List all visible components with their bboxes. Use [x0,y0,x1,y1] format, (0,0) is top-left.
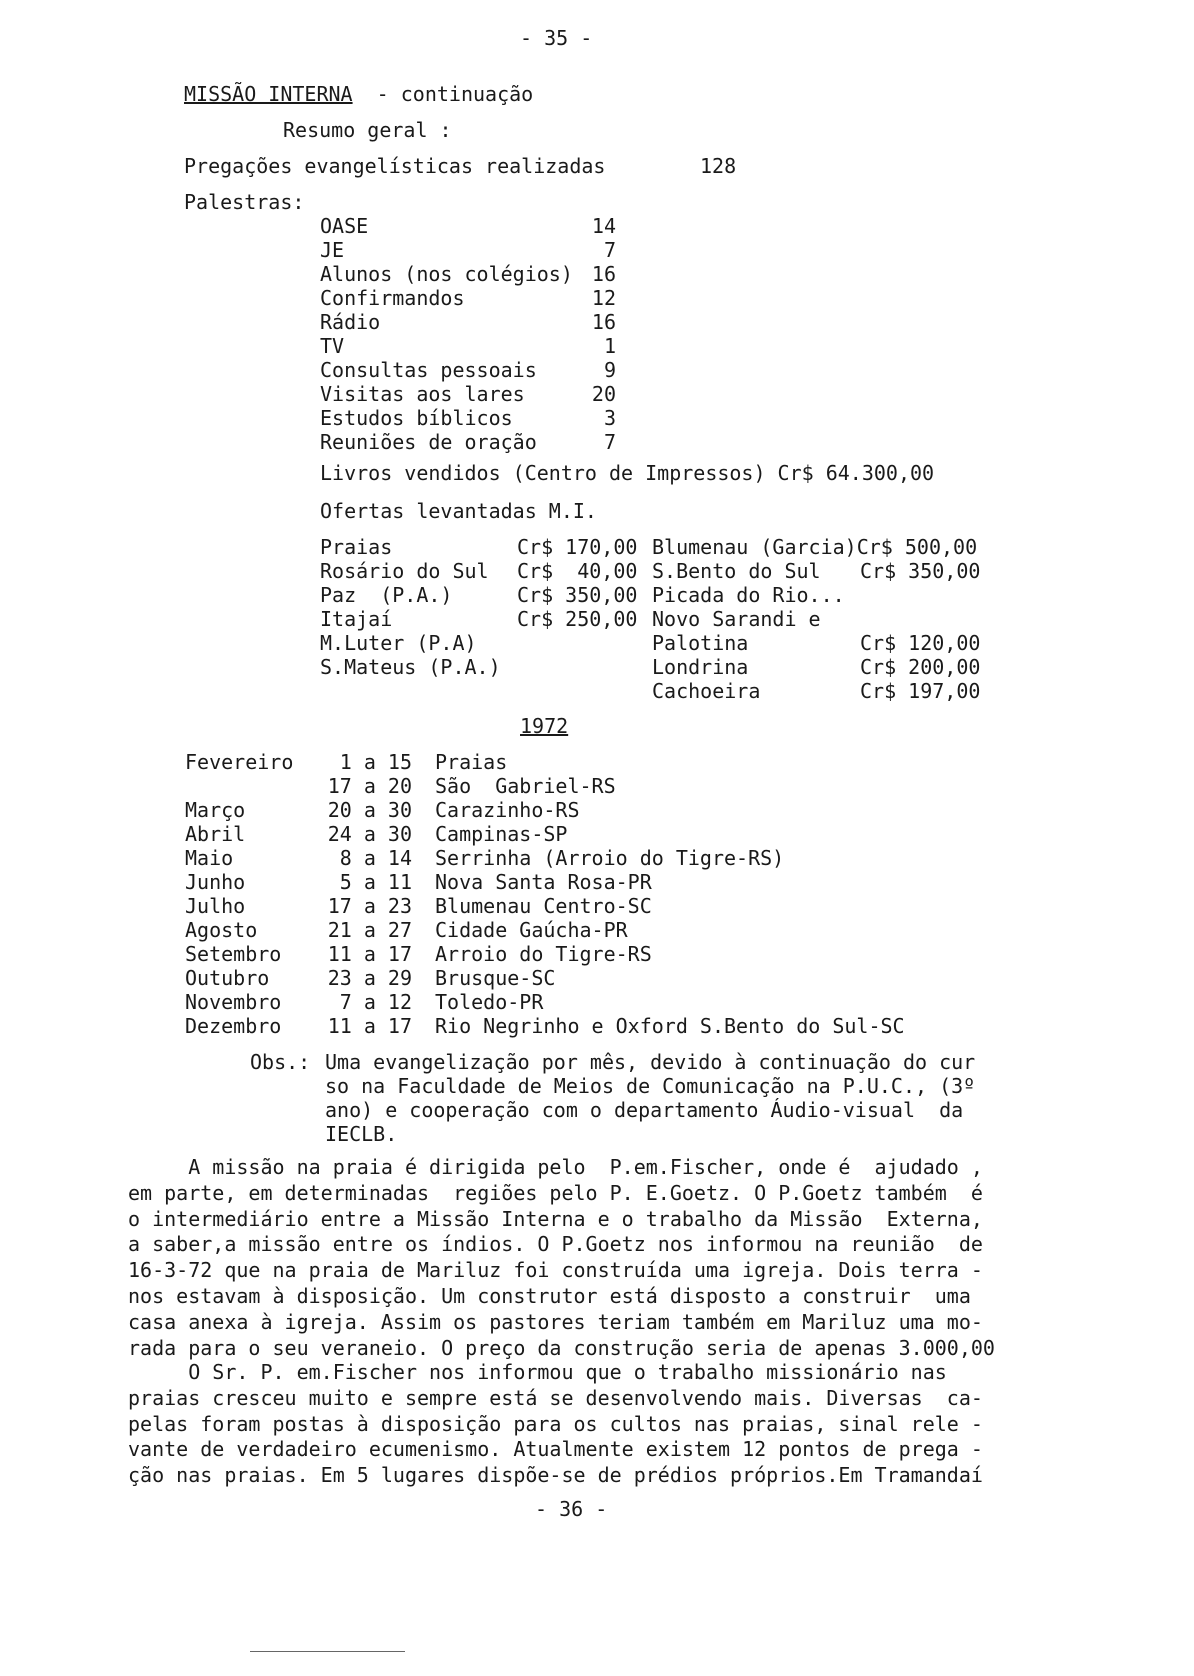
text-line: em parte, em determinadas regiões pelo P. E.Goetz. O P.Goetz também é [128,1180,983,1205]
schedule-month: Abril [185,822,246,846]
schedule-place: Serrinha (Arroio do Tigre-RS) [435,846,785,870]
schedule-dates: 23 a 29 [327,966,412,990]
oferta-value: Cr$ 200,00 [860,655,981,679]
oferta-name: Itajaí [320,607,393,631]
schedule-dates: 21 a 27 [327,918,412,942]
palestra-label: Alunos (nos colégios) [320,262,573,286]
text-line: A missão na praia é dirigida pelo P.em.Fischer, onde é ajudado , [128,1155,983,1179]
schedule-place: Nova Santa Rosa-PR [435,870,652,894]
palestra-value: 14 [591,214,616,238]
oferta-name: M.Luter (P.A) [320,631,477,655]
text-line: O Sr. P. em.Fischer nos informou que o trabalho missionário nas [128,1360,947,1384]
schedule-dates: 1 a 15 [339,750,412,774]
oferta-value: Cr$ 120,00 [860,631,981,655]
text-line: nos estavam à disposição. Um construtor está disposto a construir uma [128,1283,971,1308]
oferta-name: S.Mateus (P.A.) [320,655,501,679]
text-line: rada para o seu veraneio. O preço da construção seria de apenas 3.000,00 [128,1335,995,1360]
heading-suffix: - continuação [376,82,534,106]
year-heading: 1972 [520,714,569,738]
palestra-value: 20 [591,382,616,406]
palestra-value: 1 [603,334,616,358]
schedule-dates: 11 a 17 [327,942,412,966]
palestra-label: OASE [320,214,369,238]
palestra-value: 7 [603,430,616,454]
obs-line: so na Faculdade de Meios de Comunicação na P.U.C., (3º [325,1074,976,1098]
schedule-month: Julho [185,894,246,918]
palestra-label: Estudos bíblicos [320,406,513,430]
schedule-month: Junho [185,870,246,894]
schedule-month: Maio [185,846,234,870]
schedule-month: Outubro [185,966,270,990]
palestra-value: 16 [591,310,616,334]
schedule-place: Rio Negrinho e Oxford S.Bento do Sul-SC [435,1014,905,1038]
palestra-value: 12 [591,286,616,310]
palestra-value: 3 [603,406,616,430]
schedule-place: Arroio do Tigre-RS [435,942,652,966]
ofertas-label: Ofertas levantadas M.I. [320,499,597,523]
schedule-dates: 5 a 11 [339,870,412,894]
oferta-name: Novo Sarandi e [652,607,821,631]
oferta-name: S.Bento do Sul [652,559,821,583]
oferta-name: Palotina [652,631,749,655]
schedule-place: São Gabriel-RS [435,774,616,798]
palestra-value: 9 [603,358,616,382]
palestra-label: TV [320,334,345,358]
obs-line: Uma evangelização por mês, devido à continuação do cur [325,1050,976,1074]
pregacoes-label: Pregações evangelísticas realizadas [184,154,606,178]
palestra-label: Consultas pessoais [320,358,537,382]
oferta-name: Picada do Rio... [652,583,845,607]
schedule-place: Campinas-SP [435,822,568,846]
text-line: a saber,a missão entre os índios. O P.Goetz nos informou na reunião de [128,1232,983,1257]
oferta-name: Paz (P.A.) [320,583,453,607]
schedule-dates: 17 a 23 [327,894,412,918]
obs-line: ano) e cooperação com o departamento Áudio-visual da [325,1098,964,1122]
oferta-name: Blumenau (Garcia)Cr$ 500,00 [652,535,978,559]
oferta-value: Cr$ 350,00 [517,583,638,607]
oferta-value: Cr$ 197,00 [860,679,981,703]
page-number-top: - 35 - [520,26,593,50]
schedule-place: Brusque-SC [435,966,556,990]
oferta-name: Praias [320,535,393,559]
palestra-value: 16 [591,262,616,286]
text-line: 16-3-72 que na praia de Mariluz foi construída uma igreja. Dois terra - [128,1258,983,1283]
schedule-dates: 20 a 30 [327,798,412,822]
palestras-label: Palestras: [184,190,305,214]
oferta-value: Cr$ 250,00 [517,607,638,631]
palestra-label: Visitas aos lares [320,382,525,406]
palestra-label: Reuniões de oração [320,430,537,454]
text-line: vante de verdadeiro ecumenismo. Atualmente existem 12 pontos de prega - [128,1437,983,1462]
oferta-value: Cr$ 170,00 [517,535,638,559]
schedule-month: Setembro [185,942,282,966]
palestra-value: 7 [603,238,616,262]
palestra-label: JE [320,238,345,262]
oferta-name: Rosário do Sul [320,559,489,583]
schedule-place: Cidade Gaúcha-PR [435,918,628,942]
text-line: praias cresceu muito e sempre está se desenvolvendo mais. Diversas ca- [128,1385,983,1410]
schedule-place: Praias [435,750,508,774]
section-heading [184,82,533,106]
palestra-label: Rádio [320,310,381,334]
obs-line: IECLB. [325,1122,398,1146]
schedule-place: Carazinho-RS [435,798,580,822]
paragraph-1 [128,1155,1008,1361]
schedule-month: Agosto [185,918,258,942]
schedule-dates: 17 a 20 [327,774,412,798]
oferta-name: Cachoeira [652,679,761,703]
palestra-label: Confirmandos [320,286,465,310]
text-line: ção nas praias. Em 5 lugares dispõe-se de prédios próprios.Em Tramandaí [128,1463,983,1488]
text-line: pelas foram postas à disposição para os cultos nas praias, sinal rele - [128,1411,983,1436]
schedule-month: Março [185,798,246,822]
oferta-value: Cr$ 350,00 [860,559,981,583]
schedule-month: Fevereiro [185,750,294,774]
obs-label: Obs.: [250,1050,311,1074]
schedule-dates: 11 a 17 [327,1014,412,1038]
schedule-month: Novembro [185,990,282,1014]
schedule-dates: 7 a 12 [339,990,412,1014]
subheading: Resumo geral : [283,118,452,142]
schedule-place: Blumenau Centro-SC [435,894,652,918]
oferta-value: Cr$ 40,00 [517,559,638,583]
heading-title: MISSÃO INTERNA [184,82,353,106]
pregacoes-value: 128 [700,154,737,178]
text-line: casa anexa à igreja. Assim os pastores teriam também em Mariluz uma mo- [128,1309,983,1334]
paragraph-2 [128,1360,1008,1489]
page-number-bottom: - 36 - [535,1497,608,1521]
schedule-place: Toledo-PR [435,990,544,1014]
schedule-month: Dezembro [185,1014,282,1038]
schedule-dates: 8 a 14 [339,846,412,870]
schedule-dates: 24 a 30 [327,822,412,846]
oferta-name: Londrina [652,655,749,679]
livros-line: Livros vendidos (Centro de Impressos) Cr$ 64.300,00 [320,461,935,485]
text-line: o intermediário entre a Missão Interna e o trabalho da Missão Externa, [128,1206,983,1231]
footer-rule [250,1651,405,1652]
